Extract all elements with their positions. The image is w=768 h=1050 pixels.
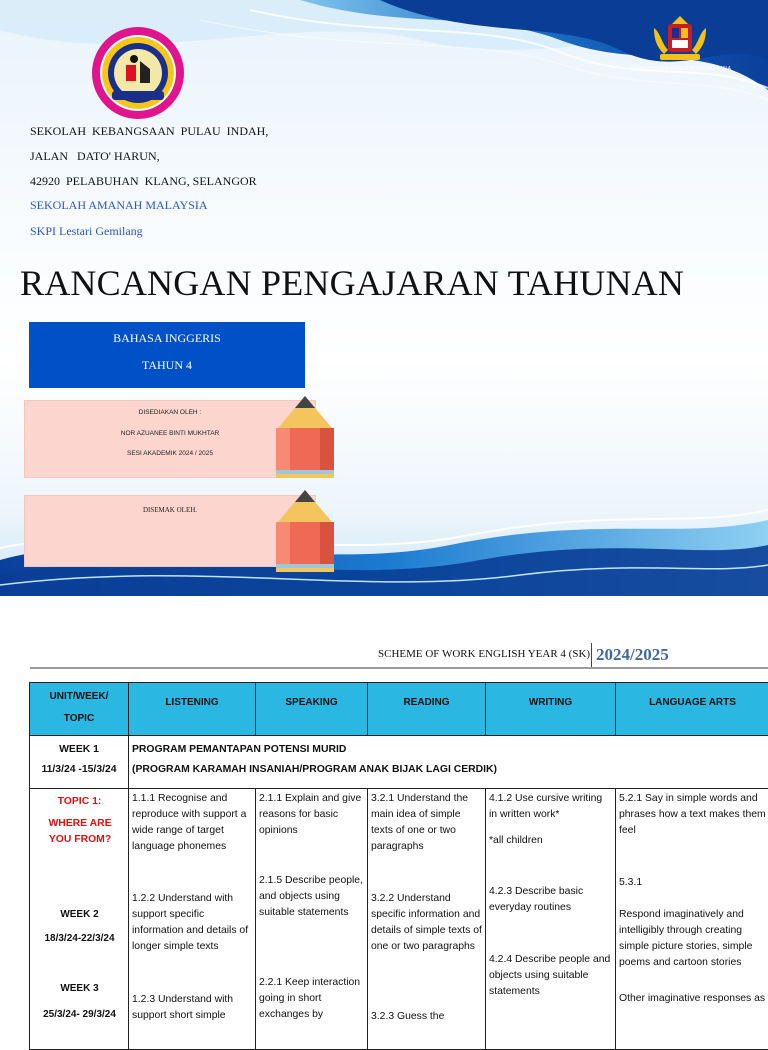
divider <box>591 643 592 667</box>
listening-item-3: 1.2.3 Understand with support short simple <box>132 992 253 1024</box>
topic-name: WHERE ARE YOU FROM? <box>40 816 120 848</box>
scheme-table <box>29 682 768 1050</box>
topic-cell <box>30 789 129 1050</box>
listening-item-2: 1.2.2 Understand with support specific information and details of longer simple texts <box>132 891 253 955</box>
reading-item-1: 3.2.1 Understand the main idea of simple texts of one or two paragraphs <box>371 791 483 855</box>
topic-label: TOPIC 1: <box>33 794 126 810</box>
language-arts-item-1: 5.2.1 Say in simple words and phrases how a text makes them feel <box>619 791 767 839</box>
prepared-by-name: NOR AZUANEE BINTI MUKHTAR <box>25 430 315 437</box>
listening-item-1: 1.1.1 Recognise and reproduce with support a wide range of target language phonemes <box>132 791 253 855</box>
program-line-1: PROGRAM PEMANTAPAN POTENSI MURID <box>132 744 346 755</box>
speaking-item-3: 2.2.1 Keep interaction going in short exchanges by <box>259 975 365 1023</box>
writing-item-2: 4.2.3 Describe basic everyday routines <box>489 884 613 916</box>
week1-label: WEEK 1 <box>59 744 99 755</box>
language-arts-item-2: 5.3.1 <box>619 875 767 891</box>
week2-label: WEEK 2 <box>33 907 126 923</box>
speaking-cell <box>256 789 368 1050</box>
header-speaking: SPEAKING <box>256 683 368 736</box>
table-row <box>30 789 768 1050</box>
header-writing: WRITING <box>486 683 616 736</box>
week2-dates: 18/3/24-22/3/24 <box>33 931 126 947</box>
reading-item-2: 3.2.2 Understand specific information and details of simple texts of one or two paragraphs <box>371 891 483 955</box>
address-line-2: JALAN DATO' HARUN, <box>30 149 160 164</box>
header-listening: LISTENING <box>129 683 256 736</box>
language-arts-item-3: Respond imaginatively and intelligibly through creating simple picture stories, simple poems and cartoon stories <box>619 907 767 971</box>
writing-cell <box>486 789 616 1050</box>
speaking-item-2: 2.1.5 Describe people, and objects using suitable statements <box>259 873 365 921</box>
subject-label: BAHASA INGGERIS <box>29 331 305 346</box>
week1-dates: 11/3/24 -15/3/24 <box>41 764 116 775</box>
table-row <box>30 736 768 789</box>
program-line-2: (PROGRAM KARAMAH INSANIAH/PROGRAM ANAK BIJAK LAGI CERDIK) <box>132 764 497 775</box>
tagline-2: SKPI Lestari Gemilang <box>30 224 143 239</box>
scheme-title: SCHEME OF WORK ENGLISH YEAR 4 (SK) <box>378 648 590 660</box>
tagline-1: SEKOLAH AMANAH MALAYSIA <box>30 198 208 213</box>
reading-cell <box>368 789 486 1050</box>
subject-box <box>29 322 305 388</box>
reading-item-3: 3.2.3 Guess the <box>371 1009 483 1025</box>
writing-item-1: 4.1.2 Use cursive writing in written work* <box>489 791 613 823</box>
writing-item-3: 4.2.4 Describe people and objects using suitable statements <box>489 952 613 1000</box>
week1-cell <box>30 736 129 789</box>
listening-cell <box>129 789 256 1050</box>
week3-dates: 25/3/24- 29/3/24 <box>33 1007 126 1023</box>
address-line-1: SEKOLAH KEBANGSAAN PULAU INDAH, <box>30 124 268 139</box>
header-unit-line2: TOPIC <box>64 713 94 724</box>
week3-label: WEEK 3 <box>33 981 126 997</box>
school-logo <box>90 25 186 121</box>
header-reading: READING <box>368 683 486 736</box>
prepared-by-label: DISEDIAKAN OLEH : <box>25 409 315 416</box>
divider <box>30 667 768 669</box>
writing-item-1-note: *all children <box>489 833 613 849</box>
session-label: SESI AKADEMIK 2024 / 2025 <box>25 450 315 457</box>
year-label: TAHUN 4 <box>29 358 305 373</box>
scheme-year: 2024/2025 <box>596 645 669 665</box>
table-header-row <box>30 683 768 736</box>
page-title: RANCANGAN PENGAJARAN TAHUNAN <box>20 262 684 304</box>
header-unit-line1: UNIT/WEEK/ <box>50 691 109 702</box>
language-arts-cell <box>616 789 768 1050</box>
ministry-crest-logo <box>650 14 710 62</box>
checked-by-label: DISEMAK OLEH. <box>25 506 315 514</box>
address-line-3: 42920 PELABUHAN KLANG, SELANGOR <box>30 174 257 189</box>
language-arts-item-4: Other imaginative responses as <box>619 991 767 1007</box>
week1-program-cell <box>129 736 768 789</box>
header-unit <box>30 683 129 736</box>
ministry-label: KEMENTERIAN PENDIDIKAN MALAYSIA <box>616 66 746 72</box>
header-language-arts: LANGUAGE ARTS <box>616 683 768 736</box>
pencil-icon <box>270 396 340 480</box>
pencil-icon <box>270 490 340 574</box>
speaking-item-1: 2.1.1 Explain and give reasons for basic opinions <box>259 791 365 839</box>
